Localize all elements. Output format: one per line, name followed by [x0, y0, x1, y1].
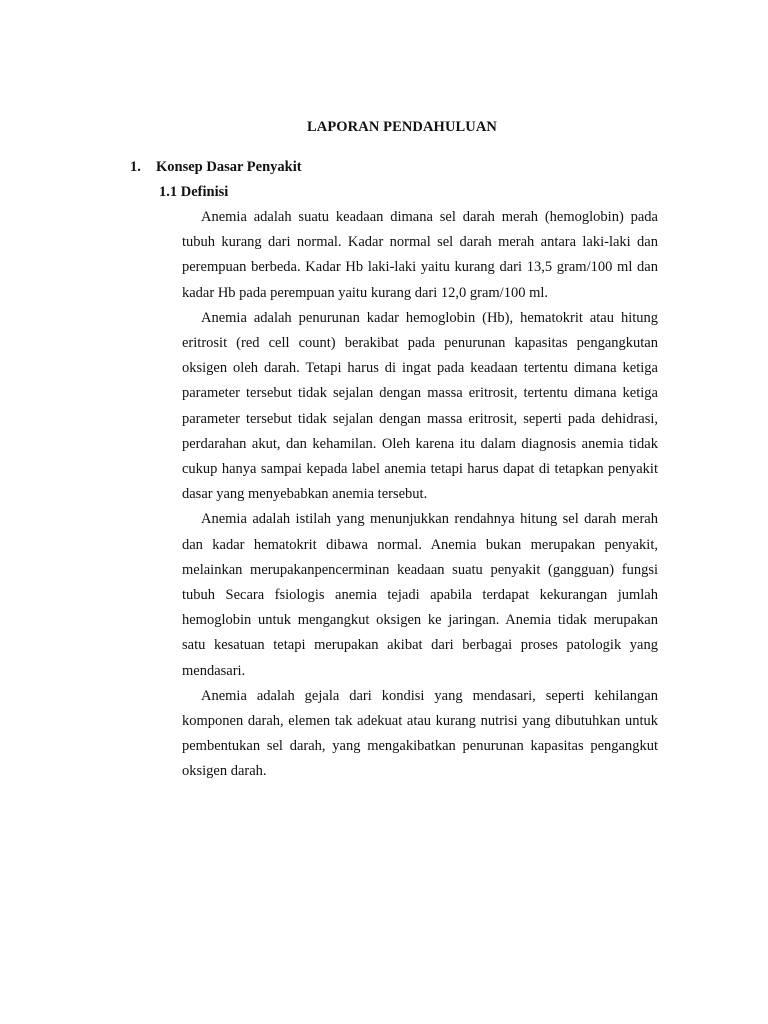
subsection-heading: 1.1 Definisi: [159, 184, 229, 200]
section-heading: [130, 157, 302, 177]
paragraph-definition-3: Anemia adalah istilah yang menunjukkan rendahnya hitung sel darah merah dan kadar hematokrit dibawa normal. Anemia bukan merupakan penyakit, melainkan merupakanpencerminan keadaan suatu penyakit (gangguan) fungsi tubuh Secara fsiologis anemia tejadi apabila terdapat kekurangan jumlah hemoglobin untuk mengangkut oksigen ke jaringan. Anemia tidak merupakan satu kesatuan tetapi merupakan akibat dari berbagai proses patologik yang mendasari.: [182, 511, 658, 679]
body-text: [182, 205, 658, 785]
document-title: LAPORAN PENDAHULUAN: [307, 119, 497, 135]
section-heading-text: Konsep Dasar Penyakit: [156, 159, 302, 175]
section-number: 1.: [130, 159, 141, 175]
paragraph-definition-2: Anemia adalah penurunan kadar hemoglobin (Hb), hematokrit atau hitung eritrosit (red cell count) berakibat pada penurunan kapasitas pengangkutan oksigen oleh darah. Tetapi harus di ingat pada keadaan tertentu dimana ketiga parameter tersebut tidak sejalan dengan massa eritrosit, tertentu dimana ketiga parameter tersebut tidak sejalan dengan massa eritrosit, seperti pada dehidrasi, perdarahan akut, dan kehamilan. Oleh karena itu dalam diagnosis anemia tidak cukup hanya sampai kepada label anemia tetapi harus dapat di tetapkan penyakit dasar yang menyebabkan anemia tersebut.: [182, 309, 658, 503]
paragraph-definition-4: Anemia adalah gejala dari kondisi yang mendasari, seperti kehilangan komponen darah, elemen tak adekuat atau kurang nutrisi yang dibutuhkan untuk pembentukan sel darah, yang mengakibatkan penurunan kapasitas pengangkut oksigen darah.: [182, 687, 658, 780]
paragraph-definition-1: Anemia adalah suatu keadaan dimana sel darah merah (hemoglobin) pada tubuh kurang dari normal. Kadar normal sel darah merah antara laki-laki dan perempuan berbeda. Kadar Hb laki-laki yaitu kurang dari 13,5 gram/100 ml dan kadar Hb pada perempuan yaitu kurang dari 12,0 gram/100 ml.: [182, 209, 658, 301]
